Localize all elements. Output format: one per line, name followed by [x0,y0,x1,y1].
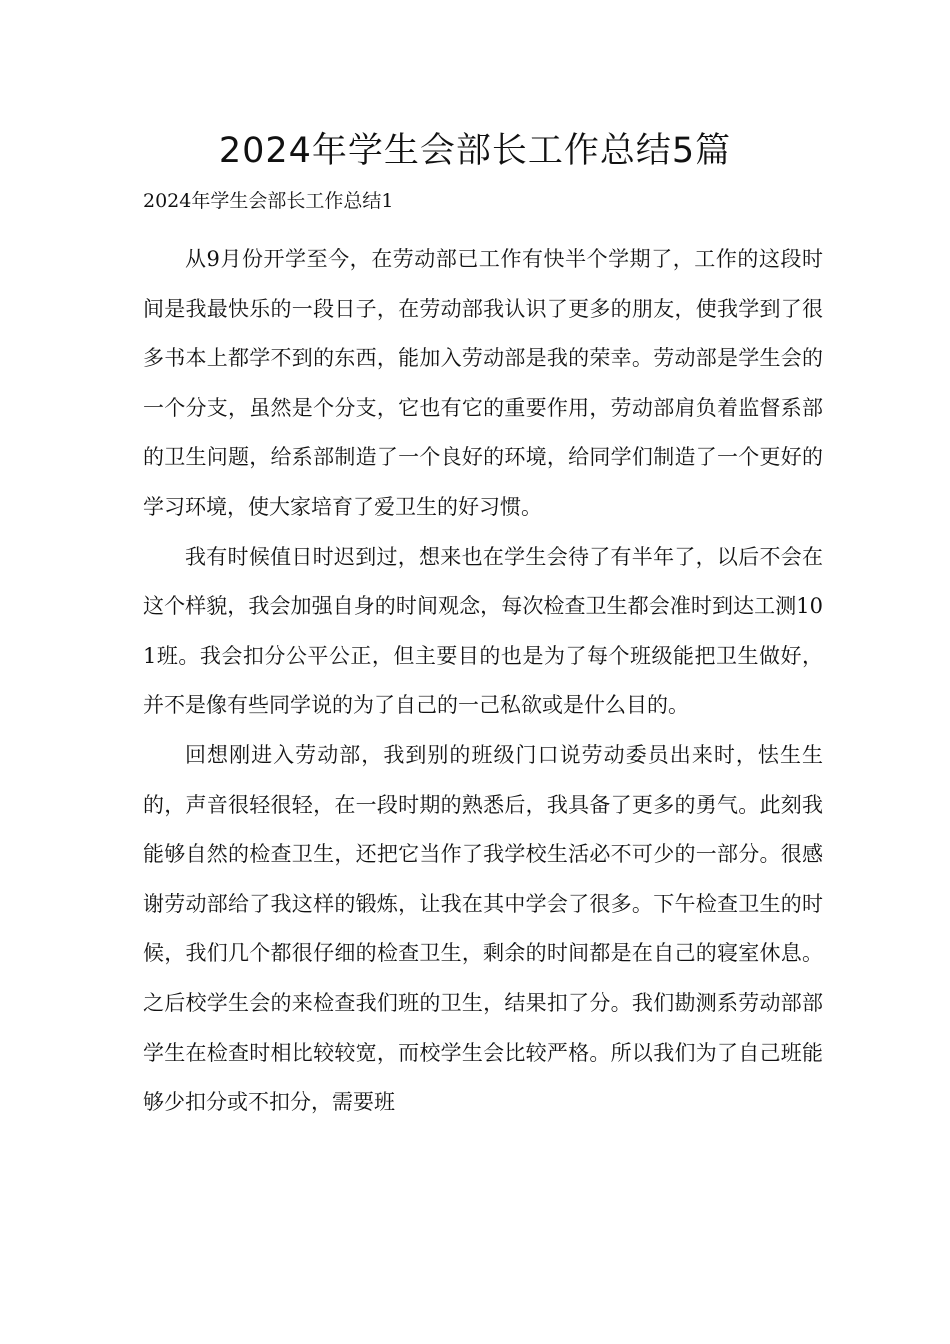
paragraph-2: 我有时候值日时迟到过，想来也在学生会待了有半年了，以后不会在这个样貌，我会加强自身的时间观念，每次检查卫生都会准时到达工测101班。我会扣分公平公正，但主要目的也是为了每个班级能把卫生做好，并不是像有些同学说的为了自己的一己私欲或是什么目的。 [143,544,823,718]
document-title: 2024年学生会部长工作总结5篇 [218,131,732,171]
document-body [143,235,823,1128]
section-heading: 2024年学生会部长工作总结1 [143,190,394,212]
paragraph-3: 回想刚进入劳动部，我到别的班级门口说劳动委员出来时，怯生生的，声音很轻很轻，在一段时期的熟悉后，我具备了更多的勇气。此刻我能够自然的检查卫生，还把它当作了我学校生活必不可少的一部分。很感谢劳动部给了我这样的锻炼，让我在其中学会了很多。下午检查卫生的时候，我们几个都很仔细的检查卫生，剩余的时间都是在自己的寝室休息。之后校学生会的来检查我们班的卫生，结果扣了分。我们勘测系劳动部部学生在检查时相比较较宽，而校学生会比较严格。所以我们为了自己班能够少扣分或不扣分，需要班 [143,742,823,1115]
paragraph-1: 从9月份开学至今，在劳动部已工作有快半个学期了，工作的这段时间是我最快乐的一段日子，在劳动部我认识了更多的朋友，使我学到了很多书本上都学不到的东西，能加入劳动部是我的荣幸。劳动部是学生会的一个分支，虽然是个分支，它也有它的重要作用，劳动部肩负着监督系部的卫生问题，给系部制造了一个良好的环境，给同学们制造了一个更好的学习环境，使大家培育了爱卫生的好习惯。 [143,247,823,519]
